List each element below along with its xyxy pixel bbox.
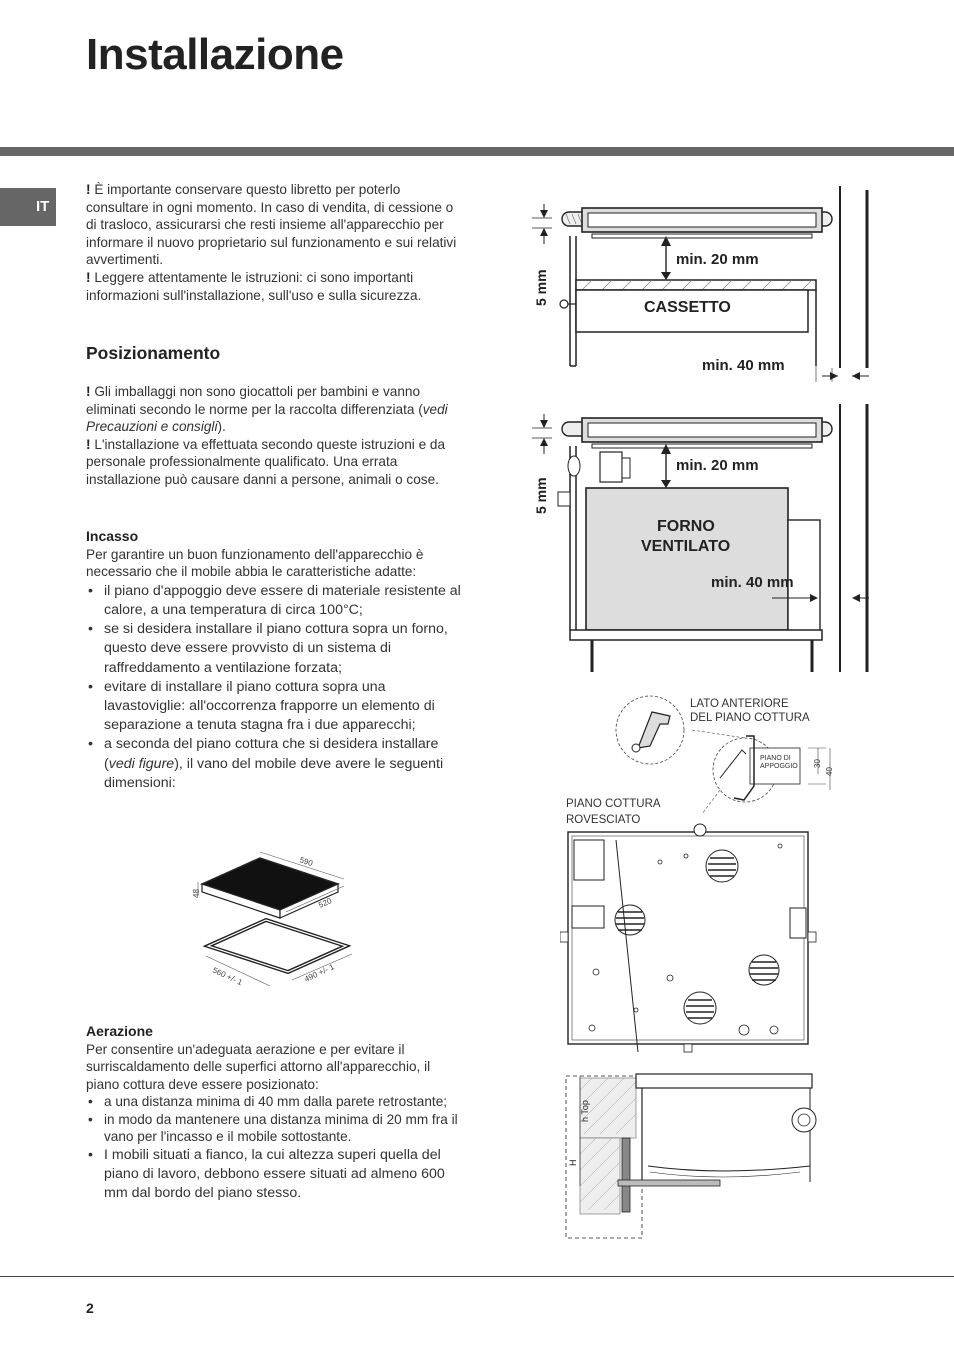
min-40-label: min. 40 mm [711,574,794,591]
header-bar [0,147,954,156]
list-item: • se si desidera installare il piano cottura sopra un forno, questo deve essere provvisto di un sistema di raffreddamento a ventilazione forzata; [86,620,466,678]
list-item: • a seconda del piano cottura che si desidera installare (vedi figure), il vano del mobile deve avere le seguenti dimensioni: [86,735,466,793]
min-20-label: min. 20 mm [676,457,759,474]
warning-mark: ! [86,436,91,452]
cutout-dimensions-drawing [186,846,366,996]
5mm-label: 5 mm [533,477,549,514]
list-item: • a una distanza minima di 40 mm dalla parete retrostante; [86,1093,466,1110]
dim-cut-width: 560 +/- 1 [211,965,244,988]
page-number: 2 [86,1300,94,1316]
h-top-label: h Top [580,1100,590,1122]
drawer-installation-figure [526,184,954,394]
dim-depth: 520 [317,896,334,910]
aerazione-section [86,1023,466,1203]
oven-installation-figure [526,400,954,675]
aerazione-intro: Per consentire un'adeguata aerazione e per evitare il surriscaldamento delle superfici attorno all'apparecchio, il piano cottura deve essere posizionato: [86,1041,431,1092]
h-label: H [568,1159,578,1166]
positioning-paragraph-1: ! Gli imballaggi non sono giocattoli per bambini e vanno eliminati secondo le norme per la raccolta differenziata (vedi Precauzioni e consigli). [86,384,448,435]
list-item: • I mobili situati a fianco, la cui altezza superi quella del piano di lavoro, debbono essere situati ad almeno 600 mm dal bordo del piano stesso. [86,1146,466,1204]
incasso-section [86,528,466,793]
support-label-1: PIANO DI [760,755,791,762]
footer-rule [0,1276,954,1277]
positioning-heading: Posizionamento [86,343,221,363]
5mm-label: 5 mm [533,269,549,306]
page-title: Installazione [86,30,344,79]
warning-mark: ! [86,269,91,285]
incasso-intro: Per garantire un buon funzionamento dell'apparecchio è necessario che il mobile abbia le caratteristiche adatte: [86,546,424,580]
front-side-label-2: DEL PIANO COTTURA [690,712,810,724]
support-label-2: APPOGGIO [760,763,798,770]
oven-label-2: VENTILATO [641,538,731,555]
positioning-paragraph-2: ! L'installazione va effettuata secondo queste istruzioni e da personale professionalmente qualificato. Una errata installazione può causare danni a persone, animali o cose. [86,436,446,487]
list-item: • in modo da mantenere una distanza minima di 20 mm fra il vano per l'incasso e il mobile sottostante. [86,1111,466,1146]
aerazione-heading: Aerazione [86,1023,153,1039]
drawer-label: CASSETTO [644,299,731,316]
dim-cut-depth: 490 +/- 1 [303,962,336,984]
list-item: • evitare di installare il piano cottura sopra una lavastoviglie: all'occorrenza frapporre un elemento di separazione a tenuta stagna fra i due apparecchi; [86,678,466,736]
incasso-list [86,582,466,793]
dim-height: 48 [192,889,201,898]
oven-label-1: FORNO [657,518,715,535]
dim-30: 30 [813,759,822,768]
intro-paragraph-1: ! È importante conservare questo libretto per poterlo consultare in ogni momento. In caso di vendita, di cessione o di trasloco, assicurarsi che resti insieme all'apparecchio per informare il nuovo proprietario sul funzionamento e sui relativi avvertimenti. [86,182,457,268]
front-side-label-1: LATO ANTERIORE [690,698,789,710]
aerazione-list-2 [86,1146,466,1204]
oven-box [586,488,788,630]
list-item: • il piano d'appoggio deve essere di materiale resistente al calore, a una temperatura di circa 100°C; [86,582,466,620]
incasso-heading: Incasso [86,528,139,544]
upside-label-2: ROVESCIATO [566,814,641,826]
bracket-fixing-figure [560,690,850,1250]
intro-paragraph-2: ! Leggere attentamente le istruzioni: ci sono importanti informazioni sull'installazione, sull'uso e sulla sicurezza. [86,269,422,303]
warning-mark: ! [86,182,91,197]
warning-mark: ! [86,384,91,399]
aerazione-list [86,1093,466,1145]
upside-label-1: PIANO COTTURA [566,798,661,810]
cross-reference: vedi Precauzioni e consigli [86,401,448,435]
positioning-section [86,383,466,489]
language-tab: IT [0,188,56,226]
min-20-label: min. 20 mm [676,251,759,268]
intro-section [86,181,466,304]
min-40-label: min. 40 mm [702,357,785,374]
dim-width: 590 [298,855,314,869]
dim-40: 40 [825,767,834,776]
